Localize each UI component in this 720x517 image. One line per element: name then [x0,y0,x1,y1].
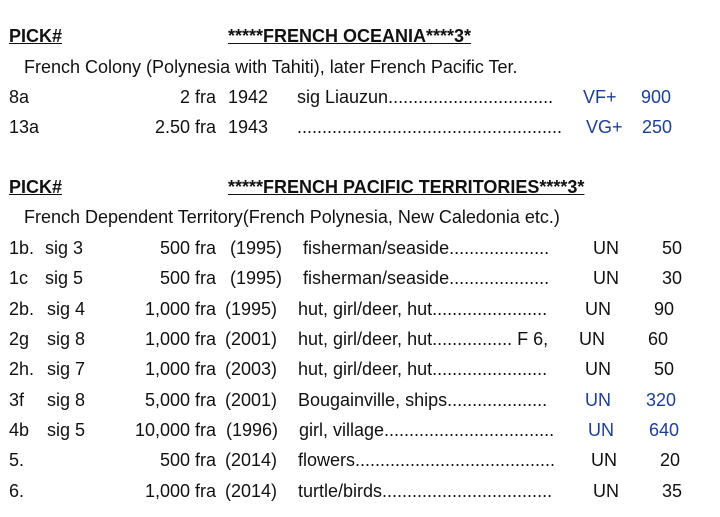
pick-number: 1c [9,268,29,288]
year: (2014) [225,450,278,470]
description: hut, girl/deer, hut....................... [298,299,548,319]
signature: sig 8 [47,329,86,349]
pick-number: 2h. [9,359,35,379]
section1-subtitle [0,54,720,80]
section1-header [0,23,720,49]
grade: UN [593,268,619,288]
year: (2001) [225,329,278,349]
price: 250 [641,117,672,137]
denomination: 500 fra [159,268,216,288]
grade: VF+ [583,87,617,107]
denomination: 1,000 fra [144,359,216,379]
grade: UN [591,450,617,470]
description: fisherman/seaside.................... [303,268,550,288]
table-row [0,447,720,473]
price: 60 [647,329,668,349]
description: hut, girl/deer, hut................ F 6, [298,329,549,349]
year: 1942 [228,87,269,107]
table-row [0,356,720,382]
section-title: *****FRENCH PACIFIC TERRITORIES****3* [228,177,585,197]
year: (1995) [230,238,283,258]
section2-subtitle [0,204,720,230]
table-row [0,417,720,443]
pick-label: PICK# [9,26,63,46]
description: fisherman/seaside.................... [303,238,550,258]
table-row [0,235,720,261]
price: 35 [661,481,682,501]
price: 90 [653,299,674,319]
table-row [0,326,720,352]
section2-header [0,174,720,200]
description: flowers........................................ [298,450,556,470]
year: (1995) [230,268,283,288]
description: turtle/birds.................................. [298,481,553,501]
table-row [0,296,720,322]
year: 1943 [228,117,269,137]
description: Bougainville, ships.................... [298,390,548,410]
subtitle-text: French Colony (Polynesia with Tahiti), later French Pacific Ter. [24,57,518,77]
denomination: 1,000 fra [144,299,216,319]
denomination: 2 fra [179,87,216,107]
signature: sig 4 [47,299,86,319]
signature: sig 3 [45,238,84,258]
description: girl, village.................................. [299,420,555,440]
grade: UN [593,238,619,258]
grade: UN [588,420,614,440]
denomination: 500 fra [159,238,216,258]
denomination: 500 fra [159,450,216,470]
description: hut, girl/deer, hut....................... [298,359,548,379]
signature: sig 5 [47,420,86,440]
grade: UN [593,481,619,501]
year: (1996) [226,420,279,440]
year: (2003) [225,359,278,379]
pick-number: 3f [9,390,25,410]
pick-number: 13a [9,117,40,137]
denomination: 1,000 fra [144,329,216,349]
price: 20 [659,450,680,470]
denomination: 2.50 fra [154,117,216,137]
pick-number: 6. [9,481,25,501]
description: sig Liauzun................................. [297,87,554,107]
subtitle-text: French Dependent Territory(French Polynesia, New Caledonia etc.) [24,207,560,227]
grade: UN [579,329,605,349]
year: (1995) [225,299,278,319]
denomination: 5,000 fra [144,390,216,410]
denomination: 10,000 fra [134,420,216,440]
table-row [0,387,720,413]
grade: UN [585,359,611,379]
grade: UN [585,299,611,319]
pick-number: 5. [9,450,25,470]
description: ..................................................... [297,117,563,137]
section-title: *****FRENCH OCEANIA****3* [228,26,472,46]
pick-label: PICK# [9,177,63,197]
pick-number: 2g [9,329,30,349]
table-row [0,114,720,140]
year: (2014) [225,481,278,501]
price: 640 [648,420,679,440]
denomination: 1,000 fra [144,481,216,501]
table-row [0,478,720,504]
table-row [0,265,720,291]
signature: sig 8 [47,390,86,410]
pick-number: 4b [9,420,30,440]
pick-number: 1b. [9,238,35,258]
price: 50 [661,238,682,258]
price: 900 [640,87,671,107]
table-row [0,84,720,110]
signature: sig 7 [47,359,86,379]
pick-number: 2b. [9,299,35,319]
signature: sig 5 [45,268,84,288]
year: (2001) [225,390,278,410]
grade: UN [585,390,611,410]
price: 320 [645,390,676,410]
price: 30 [661,268,682,288]
price: 50 [653,359,674,379]
pick-number: 8a [9,87,30,107]
grade: VG+ [586,117,623,137]
